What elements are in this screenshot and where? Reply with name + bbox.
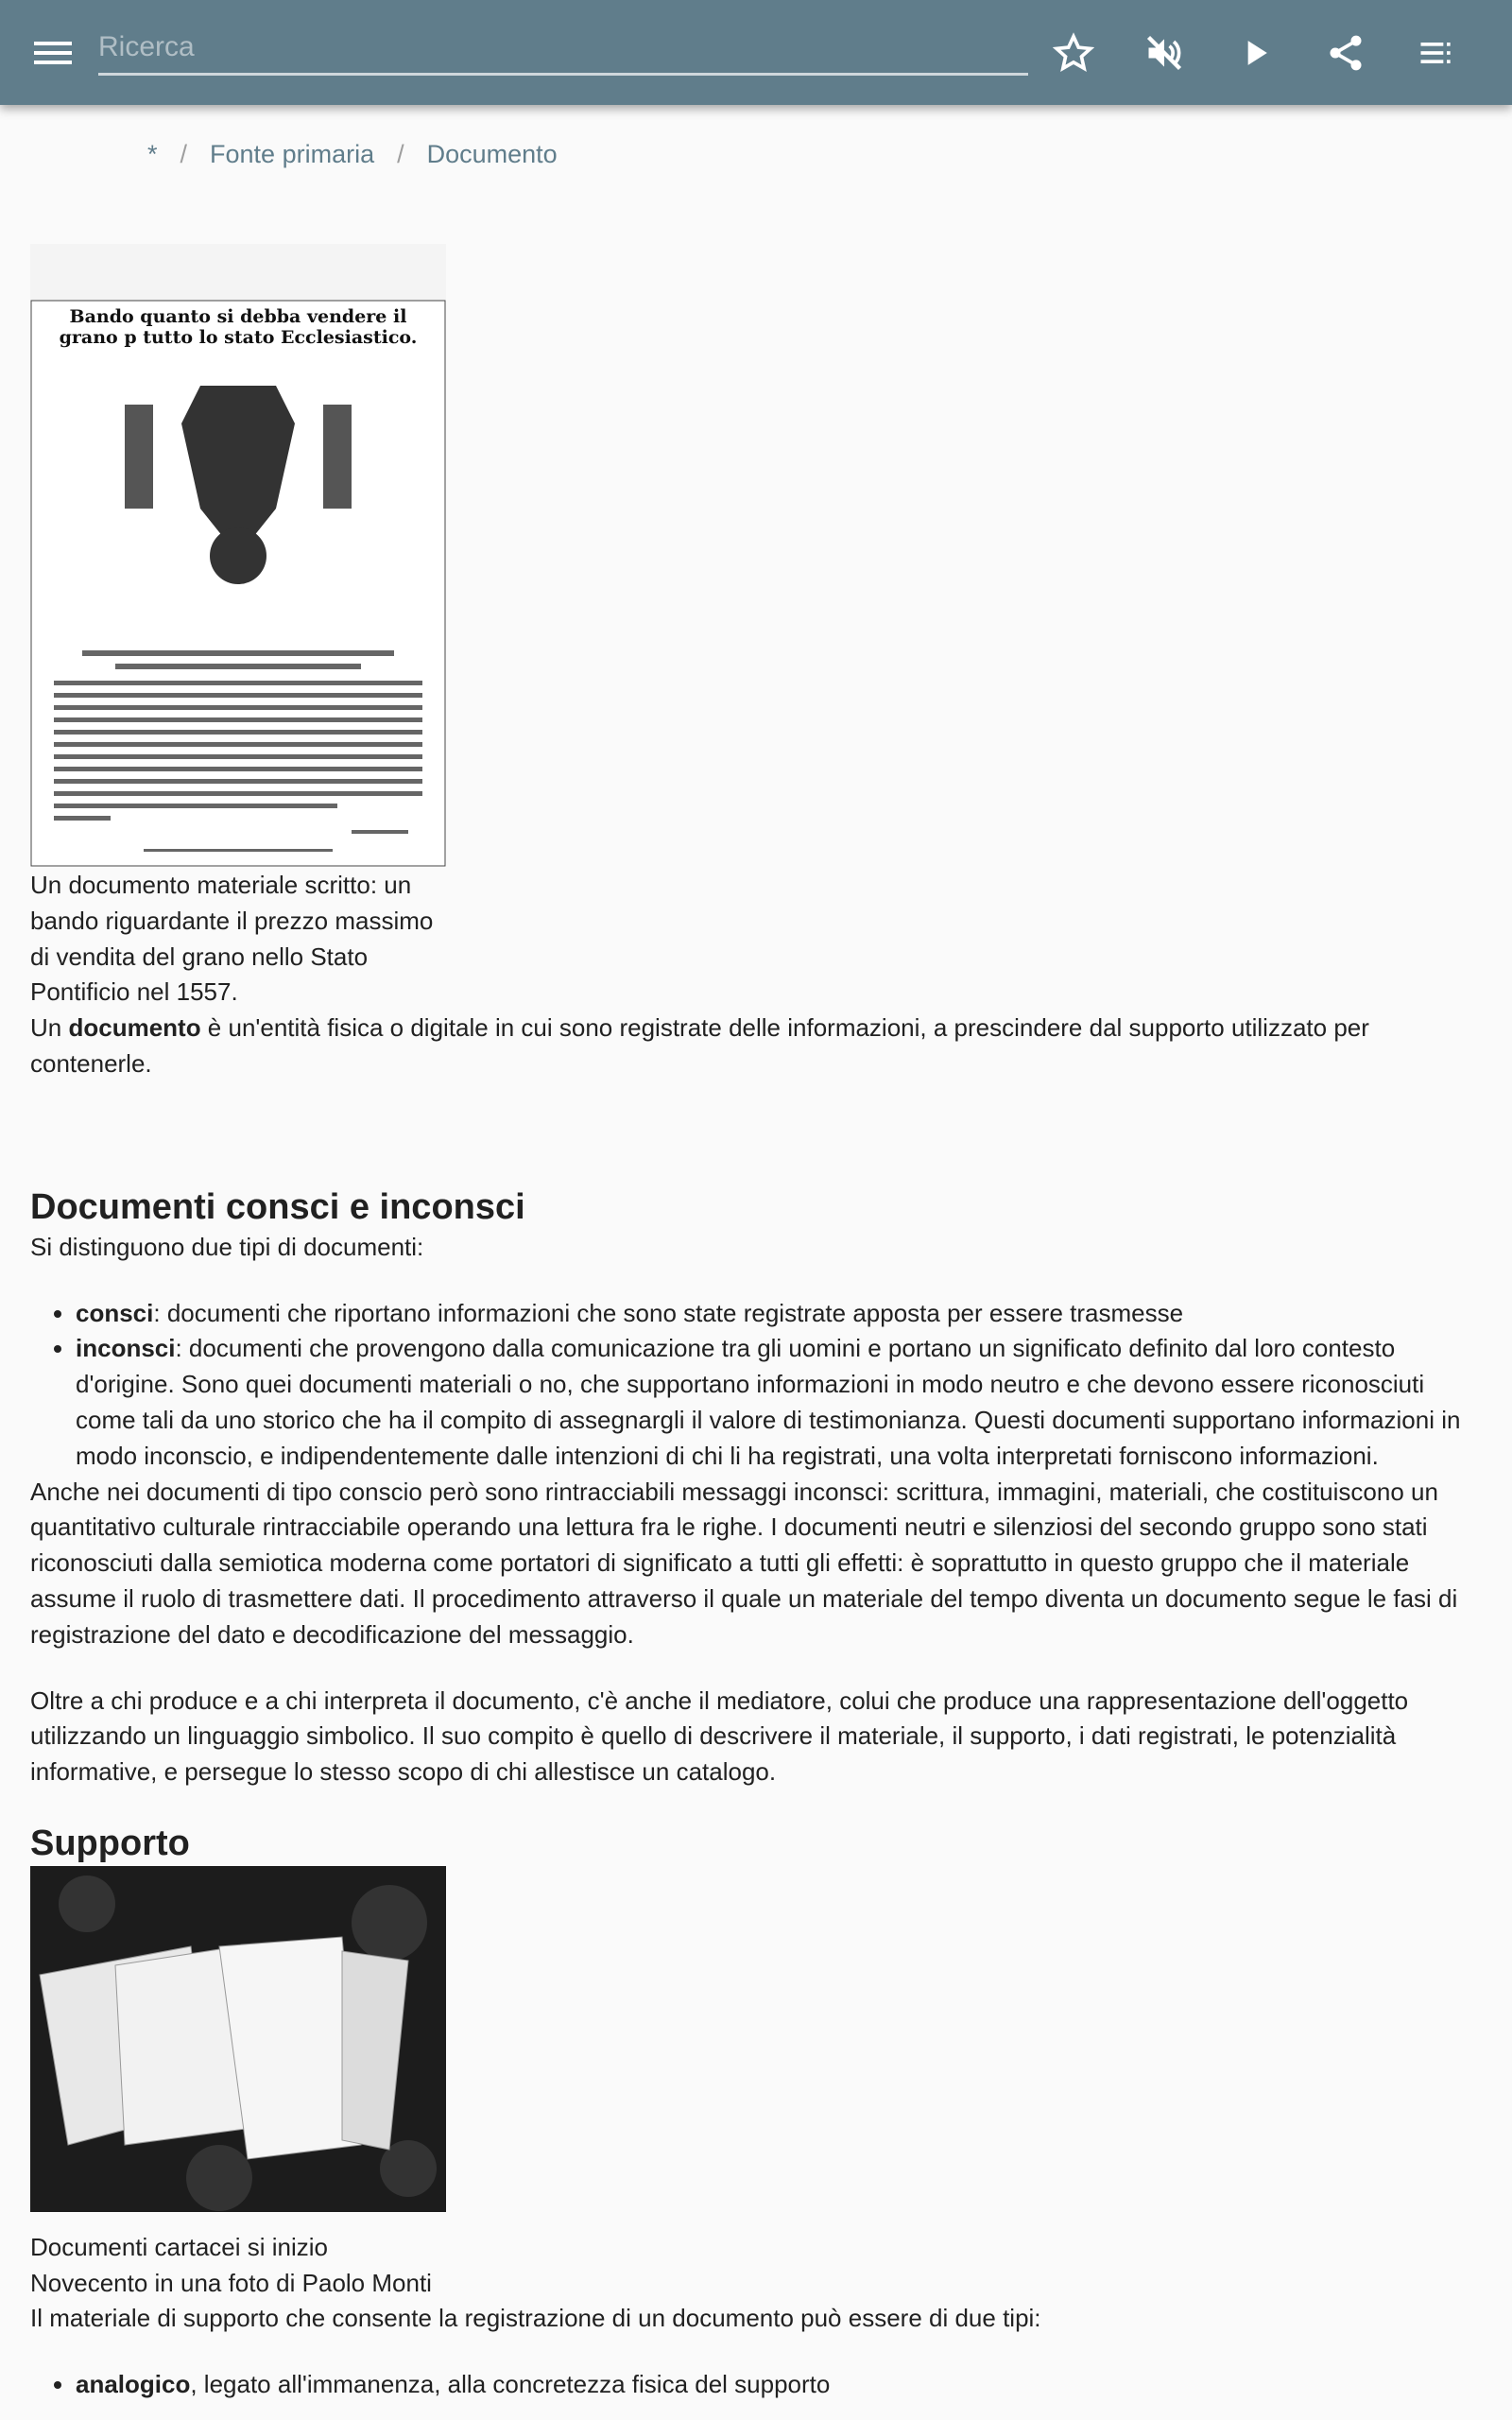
playlist-icon [1416, 32, 1457, 74]
heading-supporto: Supporto [30, 1823, 190, 1863]
bando-image-title: Bando quanto si debba vendere il grano p tutto lo stato Ecclesiastico. [59, 306, 418, 348]
section-lead: Si distinguono due tipi di documenti: [30, 1232, 424, 1261]
figure-caption: Un documento materiale scritto: un bando riguardante il prezzo massimo di vendita del grano nello Stato Pontificio nel 1557. [30, 871, 434, 1007]
play-button[interactable] [1230, 28, 1280, 78]
figure-caption: Novecento in una foto di Paolo Monti [30, 2268, 432, 2297]
figure-documenti-cartacei [30, 1866, 446, 2301]
list-item: • consci: documenti che riportano informazioni che sono state registrate apposta per essere trasmesse [76, 1296, 1486, 1332]
share-button[interactable] [1321, 28, 1370, 78]
document-types-list [76, 1296, 1486, 1475]
play-icon [1234, 32, 1276, 74]
term-documento: documento [68, 1013, 201, 1043]
heading-documenti-consci: Documenti consci e inconsci [30, 1186, 525, 1227]
figure-bando [30, 244, 446, 1011]
paragraph: Anche nei documenti di tipo conscio però sono rintracciabili messaggi inconsci: scrittura, immagini, materiali, che costituiscono un quantitativo culturale rintracciabile operando una lettura fra le righe. I documenti neutri e silenziosi del secondo gruppo sono stati riconosciuti dalla semiotica moderna come portatori di significato a tutti gli effetti: è soprattutto in questo gruppo che il materiale assume il ruolo di trasmettere dati. Il procedimento attraverso il quale un materiale del tempo diventa un documento segue le fasi di registrazione del dato e decodificazione del messaggio. [30, 1477, 1458, 1649]
volume-off-icon [1143, 32, 1185, 74]
breadcrumb-separator: / [180, 140, 188, 168]
support-types-list [76, 2367, 1486, 2403]
breadcrumb-fonte-primaria[interactable]: Fonte primaria [210, 140, 375, 168]
breadcrumb-home[interactable]: * [147, 140, 158, 168]
mute-button[interactable] [1140, 28, 1189, 78]
intro-paragraph: Un documento è un'entità fisica o digitale in cui sono registrate delle informazioni, a prescindere dal supporto utilizzato per contenerle. [30, 1013, 1369, 1078]
list-item: • analogico, legato all'immanenza, alla concretezza fisica del supporto [76, 2367, 1486, 2403]
list-item: • inconsci: documenti che provengono dalla comunicazione tra gli uomini e portano un significato definito dal loro contesto d'origine. Sono quei documenti materiali o no, che supportano informazioni in modo neutro e che devono essere riconosciuti come tali da uno storico che ha il compito di assegnargli il valore di testimonianza. Questi documenti supportano informazioni in modo inconscio, e indipendentemente dalle intenzioni di chi li ha registrati, una volta interpretati forniscono informazioni. [76, 1331, 1486, 1474]
menu-button[interactable] [28, 28, 77, 78]
breadcrumb-documento[interactable]: Documento [426, 140, 558, 168]
documenti-cartacei-photo[interactable] [30, 1866, 446, 2212]
breadcrumb-separator: / [397, 140, 404, 168]
bando-image[interactable] [30, 244, 446, 868]
search-input[interactable] [98, 21, 1028, 76]
figure-caption: Documenti cartacei si inizio [30, 2232, 329, 2261]
share-icon [1325, 32, 1366, 74]
star-icon [1053, 32, 1094, 74]
top-app-bar [0, 0, 1512, 105]
article-content [30, 244, 1486, 2403]
contents-button[interactable] [1412, 28, 1461, 78]
breadcrumb [147, 140, 558, 169]
menu-icon [34, 38, 72, 68]
paragraph: Oltre a chi produce e a chi interpreta il documento, c'è anche il mediatore, colui che produce una rappresentazione dell'oggetto utilizzando un linguaggio simbolico. Il suo compito è quello di descrivere il materiale, il supporto, i dati registrati, le potenzialità informative, e persegue lo stesso scopo di chi allestisce un catalogo. [30, 1685, 1409, 1787]
bookmark-button[interactable] [1049, 28, 1098, 78]
section-lead: Il materiale di supporto che consente la registrazione di un documento può essere di due tipi: [30, 2304, 1041, 2333]
